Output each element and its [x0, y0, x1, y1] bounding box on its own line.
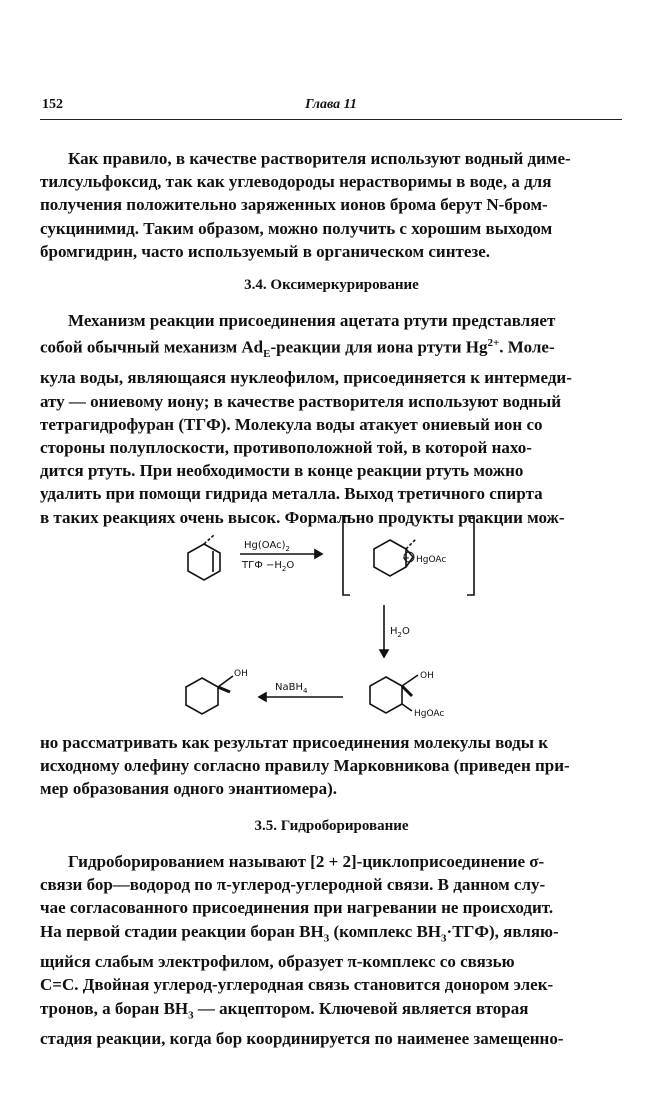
text-line: Как правило, в качестве растворителя используют водный диме-	[68, 149, 571, 168]
page-header	[42, 97, 620, 115]
text-line: Гидроборированием называют [2 + 2]-циклоприсоединение σ-	[68, 852, 545, 871]
water-label: $H_2O$	[390, 626, 410, 639]
arrowhead-1	[315, 550, 322, 558]
text-fragment: . Моле-	[499, 337, 555, 357]
reagent-mercury-acetate: $Hg(OAc)_2$	[244, 540, 290, 553]
paragraph-bromohydrin	[40, 147, 620, 263]
text-line: щийся слабым электрофилом, образует π-комплекс со связью	[40, 952, 515, 972]
alcohol-methyl-wedge	[218, 687, 230, 692]
methyl-wedge	[402, 686, 412, 696]
paragraph-oxymercuration	[40, 309, 620, 529]
plus-sign: +	[402, 554, 410, 564]
running-head: Глава 11	[305, 97, 357, 112]
text-line	[40, 332, 620, 366]
text-fragment: На первой стадии реакции боран BH	[40, 921, 324, 941]
text-line: в таких реакциях очень высок. Формально продукты реакции мож-	[40, 507, 565, 527]
text-line: мер образования одного энантиомера).	[40, 779, 338, 799]
page-number: 152	[42, 97, 63, 112]
subscript: 3	[188, 1009, 194, 1021]
section-heading-oxymercuration: 3.4. Оксимеркурирование	[244, 277, 419, 293]
alcohol-ring	[186, 678, 218, 714]
paragraph-hydroboration	[40, 850, 620, 1050]
superscript: 2+	[487, 337, 500, 350]
text-line: но рассматривать как результат присоединения молекулы воды к	[40, 733, 549, 752]
oh-bond	[402, 675, 418, 686]
mercurinium-ring	[374, 540, 406, 576]
reaction-scheme	[150, 510, 490, 725]
text-line: связи бор—водород по π-углерод-углеродной связи. В данном слу-	[40, 875, 546, 895]
product-oh-label: OH	[420, 671, 434, 681]
methyl-bond	[204, 535, 214, 544]
arrowhead-3	[259, 693, 266, 701]
reducer-label: NaBH$_4$	[275, 682, 308, 695]
text-fragment: — акцептором. Ключевой является вторая	[193, 998, 529, 1018]
alcohol-oh-bond	[218, 676, 233, 687]
subscript: E	[263, 348, 271, 361]
text-line: исходному олефину согласно правилу Марковникова (приведен при-	[40, 756, 570, 776]
text-line	[40, 997, 620, 1028]
text-line: тилсульфоксид, так как углеводороды нерастворимы в воде, а для	[40, 172, 552, 192]
text-line	[40, 920, 620, 951]
bracket-left	[343, 516, 350, 595]
text-line: получения положительно заряженных ионов брома берут N-бром-	[40, 195, 548, 215]
text-fragment: (комплекс BH	[329, 921, 442, 941]
text-fragment: собой обычный механизм Ad	[40, 337, 264, 357]
text-line: удалить при помощи гидрида металла. Выход третичного спирта	[40, 484, 543, 504]
header-rule	[40, 119, 622, 120]
product-hgoac-label: HgOAc	[414, 709, 445, 719]
text-line: стороны полуплоскости, противоположной той, в которой нахо-	[40, 438, 532, 458]
bracket-right	[467, 516, 474, 595]
text-line: кула воды, являющаяся нуклеофилом, присоединяется к интермеди-	[40, 368, 572, 388]
section-heading-hydroboration: 3.5. Гидроборирование	[254, 818, 409, 834]
organomercury-ring	[370, 677, 402, 713]
text-line: бромгидрин, часто используемый в органическом синтезе.	[40, 241, 491, 261]
alcohol-oh-label: OH	[234, 669, 248, 679]
text-fragment: ·ТГФ), являю-	[446, 921, 559, 941]
text-line: чае согласованного присоединения при нагревании не происходит.	[40, 898, 554, 918]
arrowhead-2	[380, 650, 388, 657]
text-line: дится ртуть. При необходимости в конце реакции ртуть можно	[40, 461, 524, 481]
text-line: сукцинимид. Таким образом, можно получить с хорошим выходом	[40, 218, 553, 238]
text-line: Механизм реакции присоединения ацетата ртути представляет	[68, 311, 556, 330]
intermediate-methyl-bond	[406, 539, 416, 549]
text-fragment: -реакции для иона ртути Hg	[270, 337, 488, 357]
intermediate-hgoac-label: HgOAc	[416, 555, 447, 565]
text-line: тетрагидрофуран (ТГФ). Молекула воды атакует ониевый ион со	[40, 414, 543, 434]
paragraph-markovnikov	[40, 731, 620, 801]
cyclohexene-ring	[188, 544, 220, 580]
text-line: C=C. Двойная углерод-углеродная связь становится донором элек-	[40, 975, 554, 995]
text-line: стадия реакции, когда бор координируется по наименее замещенно-	[40, 1029, 564, 1049]
hg-bond	[402, 704, 412, 711]
reagent-solvent: ТГФ $-H_2O$	[242, 560, 295, 573]
text-fragment: тронов, а боран BH	[40, 998, 189, 1018]
subscript: 3	[441, 932, 447, 944]
subscript: 3	[323, 932, 330, 944]
text-line: ату — ониевому иону; в качестве растворителя используют водный	[40, 391, 562, 411]
reaction-scheme-drawing	[150, 510, 490, 725]
